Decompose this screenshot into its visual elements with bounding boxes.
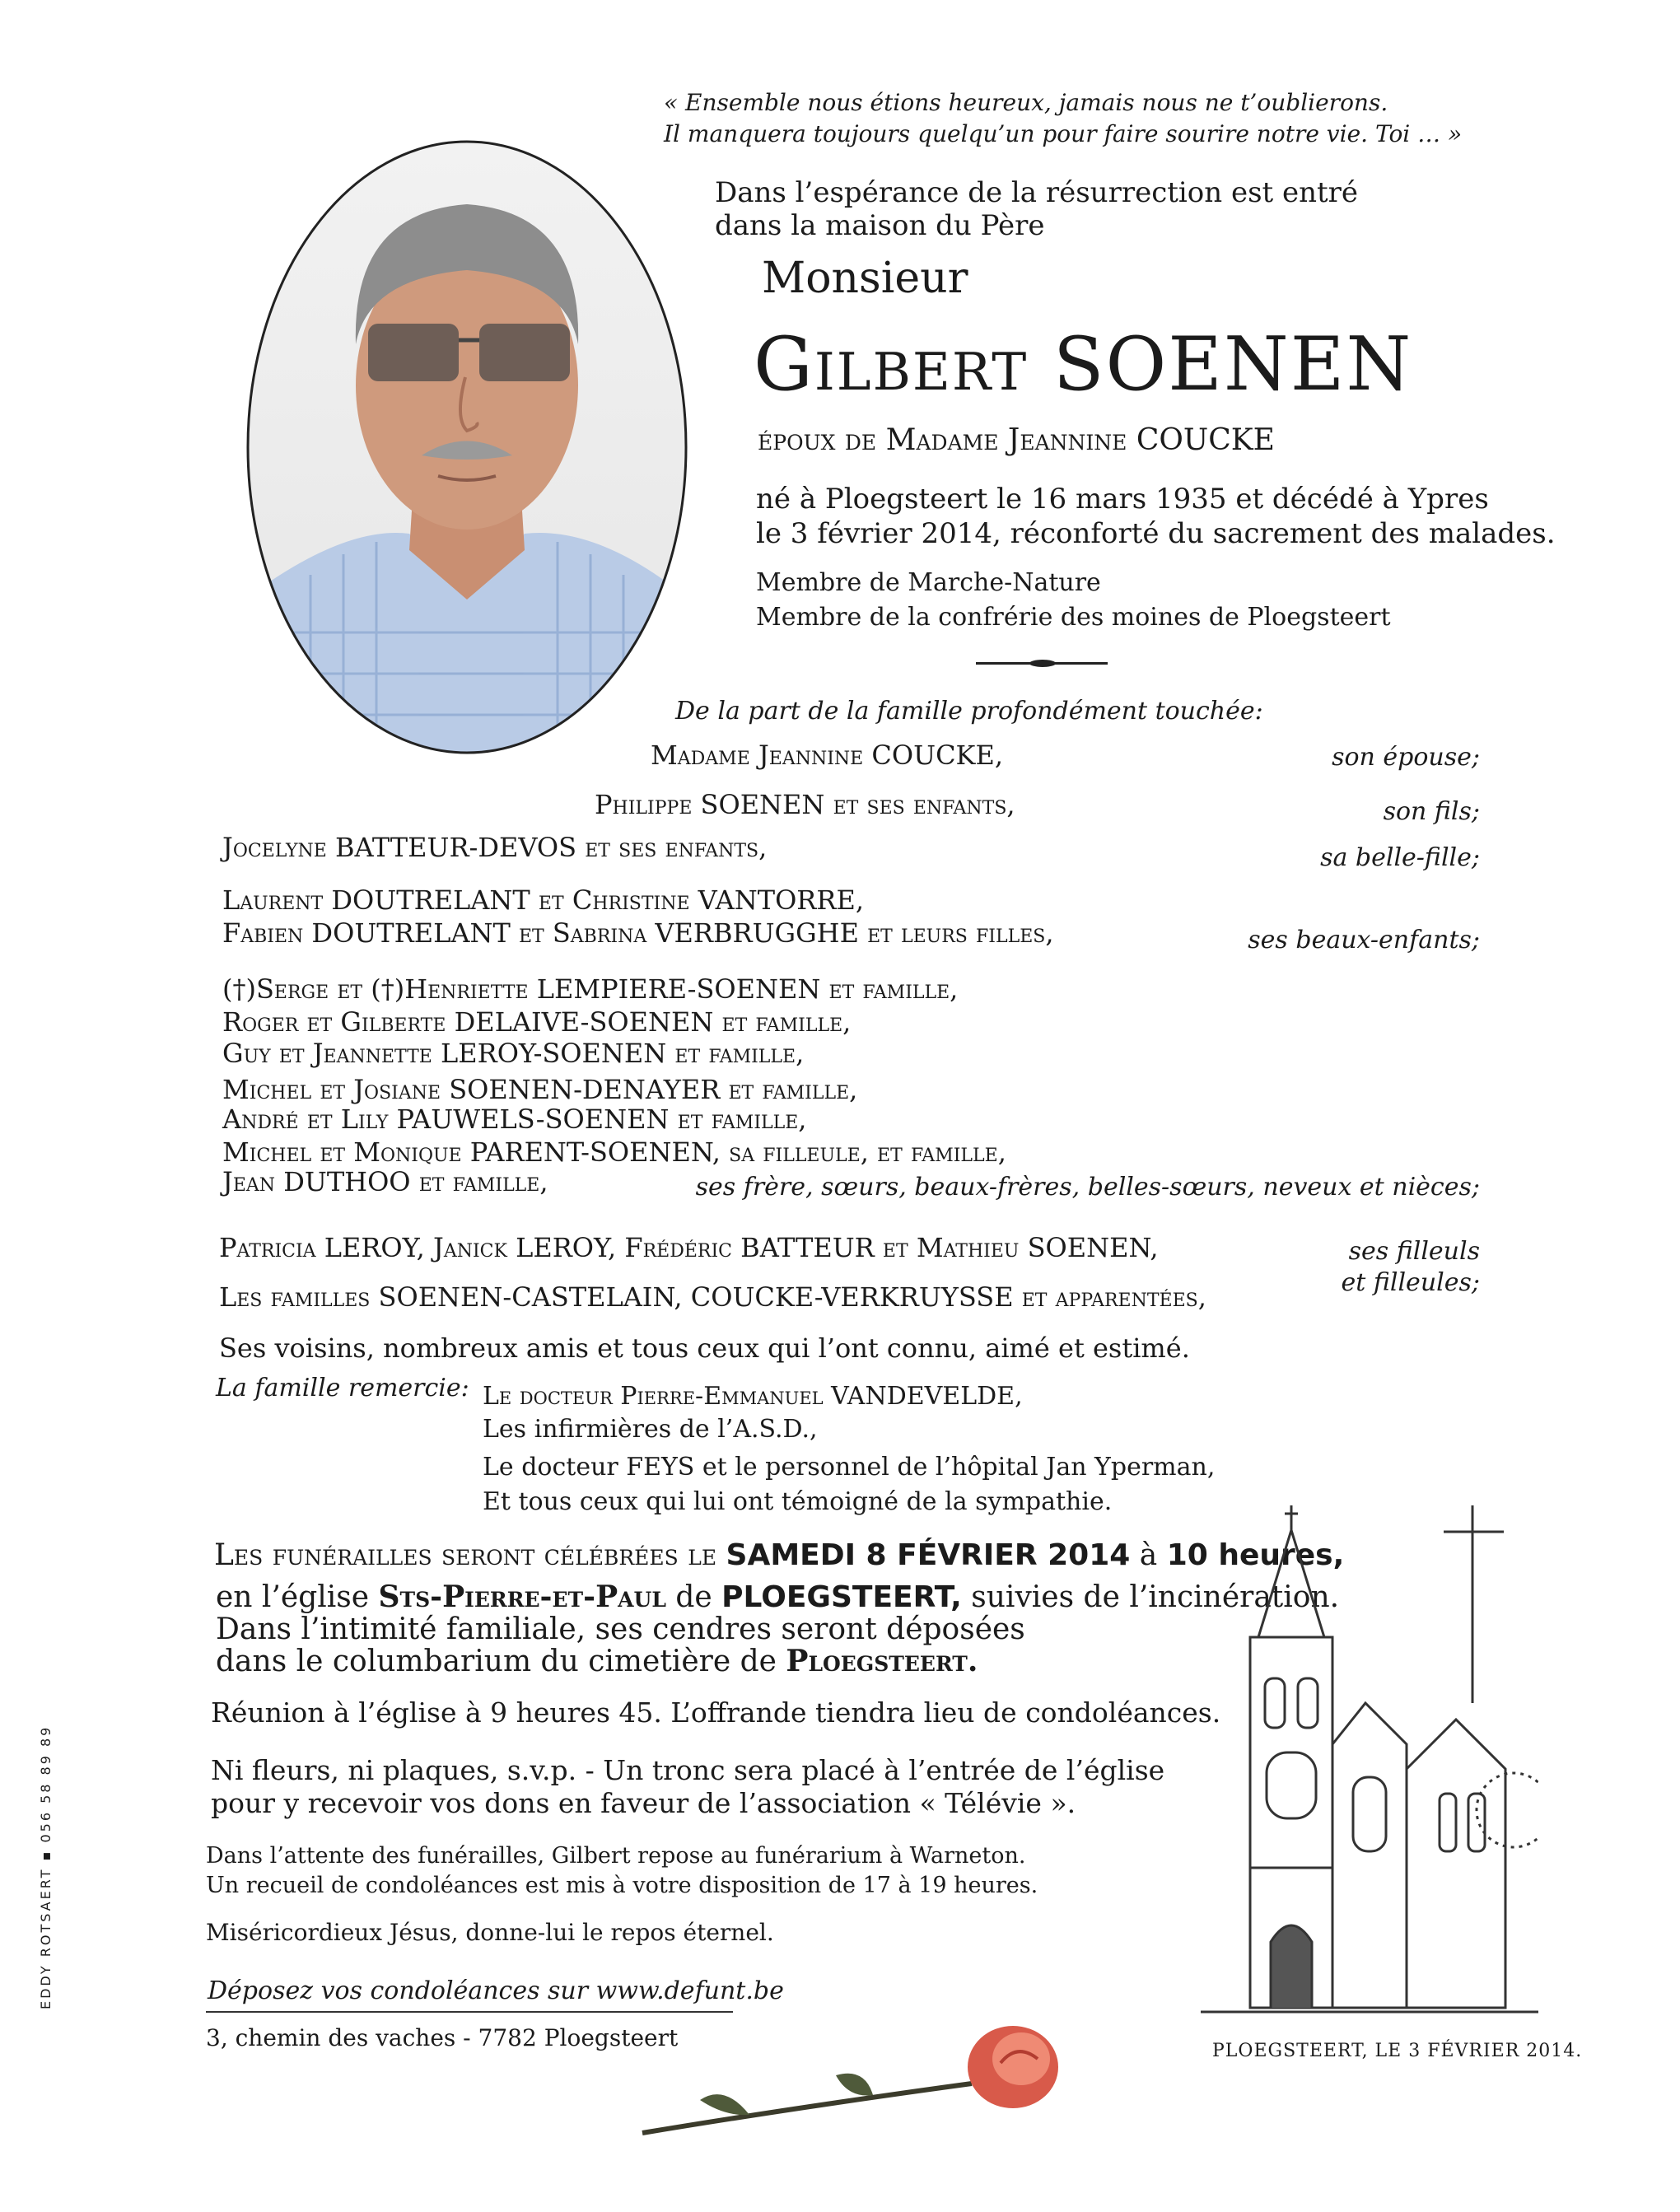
funeral-church: Sts-Pierre-et-Paul (378, 1580, 666, 1614)
family-line: André et Lily PAUWELS-SOENEN et famille, (222, 1104, 807, 1135)
funeral-line-2 (216, 1580, 1339, 1614)
relation-label: ses frère, sœurs, beaux-frères, belles-sœurs, neveux et nièces; (695, 1173, 1480, 1202)
funeral-text: Les funérailles seront célébrées le (214, 1538, 726, 1572)
church-drawing (1201, 1497, 1538, 2032)
thanks-line: Et tous ceux qui lui ont témoigné de la sympathie. (483, 1487, 1113, 1516)
family-line: (†)Serge et (†)Henriette LEMPIERE-SOENEN et famille, (222, 973, 959, 1005)
family-line: Fabien DOUTRELANT et Sabrina VERBRUGGHE et leurs filles, (222, 917, 1054, 949)
portrait-photo (245, 138, 689, 756)
family-line: Michel et Monique PARENT-SOENEN, sa filleule, et famille, (222, 1136, 1006, 1168)
printer-credit-text: EDDY ROTSAERT ▪ 056 58 89 89 (38, 1724, 54, 2009)
prayer: Miséricordieux Jésus, donne-lui le repos éternel. (206, 1919, 774, 1946)
family-line: Jean DUTHOO et famille, (222, 1166, 548, 1197)
flowers-note-1: Ni fleurs, ni plaques, s.v.p. - Un tronc sera placé à l’entrée de l’église (211, 1754, 1165, 1786)
funeral-text: suivies de l’incinération. (961, 1580, 1340, 1614)
family-line: Patricia LEROY, Janick LEROY, Frédéric BATTEUR et Mathieu SOENEN, (219, 1232, 1159, 1263)
funeral-line-1 (214, 1538, 1344, 1572)
relation-label: ses filleuls (1348, 1237, 1480, 1266)
deceased-spouse: époux de Madame Jeannine COUCKE (758, 423, 1275, 457)
family-line: Philippe SOENEN et ses enfants, (595, 789, 1015, 820)
condolence-website: Déposez vos condoléances sur www.defunt.be (208, 1976, 784, 2005)
thanks-line: Le docteur Pierre-Emmanuel VANDEVELDE, (483, 1382, 1023, 1411)
condolence-register-note: Un recueil de condoléances est mis à votre disposition de 17 à 19 heures. (206, 1873, 1038, 1898)
funeral-date: SAMEDI 8 FÉVRIER 2014 (726, 1538, 1131, 1572)
funerarium-note: Dans l’attente des funérailles, Gilbert repose au funérarium à Warneton. (206, 1843, 1026, 1869)
funeral-line-3: Dans l’intimité familiale, ses cendres seront déposées (216, 1612, 1025, 1646)
funeral-text: dans le columbarium du cimetière de (216, 1645, 786, 1678)
family-line: Roger et Gilberte DELAIVE-SOENEN et famille, (222, 1006, 852, 1038)
thanks-line: Les infirmières de l’A.S.D., (483, 1415, 818, 1444)
intro-line-2: dans la maison du Père (715, 209, 1045, 242)
family-line: Laurent DOUTRELANT et Christine VANTORRE, (222, 884, 865, 916)
relation-label: et filleules; (1341, 1268, 1480, 1297)
thanks-label: La famille remercie: (216, 1374, 469, 1402)
funeral-time: 10 heures, (1166, 1538, 1345, 1572)
printer-credit (31, 1713, 64, 2009)
funeral-text: de (665, 1580, 722, 1614)
relation-label: sa belle-fille; (1320, 843, 1480, 872)
flowers-note-2: pour y recevoir vos dons en faveur de l’association « Télévie ». (211, 1787, 1076, 1819)
family-line: Guy et Jeannette LEROY-SOENEN et famille, (222, 1038, 805, 1069)
family-line: Les familles SOENEN-CASTELAIN, COUCKE-VERKRUYSSE et apparentées, (219, 1281, 1206, 1313)
relation-label: son fils; (1383, 797, 1480, 826)
address: 3, chemin des vaches - 7782 Ploegsteert (206, 2024, 679, 2051)
funeral-place: Ploegsteert. (786, 1644, 978, 1678)
quote-line-1: « Ensemble nous étions heureux, jamais nous ne t’oublierons. (664, 89, 1388, 116)
intro-line-1: Dans l’espérance de la résurrection est entré (715, 176, 1359, 209)
family-line: Madame Jeannine COUCKE, (651, 740, 1003, 771)
funeral-text: en l’église (216, 1580, 379, 1614)
meeting-info: Réunion à l’église à 9 heures 45. L’offrande tiendra lieu de condoléances. (211, 1696, 1221, 1729)
funeral-place: PLOEGSTEERT, (721, 1580, 962, 1614)
relation-label: ses beaux-enfants; (1248, 926, 1480, 954)
relation-label: son épouse; (1332, 743, 1480, 772)
family-heading: De la part de la famille profondément touchée: (675, 697, 1263, 726)
deceased-name: Gilbert SOENEN (754, 321, 1413, 408)
membership-2: Membre de la confrérie des moines de Ploegsteert (756, 603, 1391, 632)
place-date-caption: PLOEGSTEERT, LE 3 FÉVRIER 2014. (1212, 2041, 1583, 2061)
birth-death-line-1: né à Ploegsteert le 16 mars 1935 et décédé à Ypres (756, 483, 1489, 516)
funeral-text: à (1130, 1538, 1167, 1572)
birth-death-line-2: le 3 février 2014, réconforté du sacrement des malades. (756, 517, 1556, 550)
quote-line-2: Il manquera toujours quelqu’un pour faire sourire notre vie. Toi … » (664, 120, 1463, 147)
membership-1: Membre de Marche-Nature (756, 568, 1101, 597)
funeral-line-4 (216, 1644, 978, 1678)
thanks-line: Le docteur FEYS et le personnel de l’hôpital Jan Yperman, (483, 1453, 1216, 1482)
divider-ornament (1029, 660, 1056, 667)
family-line: Jocelyne BATTEUR-DEVOS et ses enfants, (222, 832, 768, 863)
rose-illustration (626, 2009, 1087, 2174)
family-line: Michel et Josiane SOENEN-DENAYER et famille, (222, 1074, 858, 1105)
deceased-title: Monsieur (762, 254, 968, 303)
family-line: Ses voisins, nombreux amis et tous ceux qui l’ont connu, aimé et estimé. (219, 1332, 1190, 1364)
